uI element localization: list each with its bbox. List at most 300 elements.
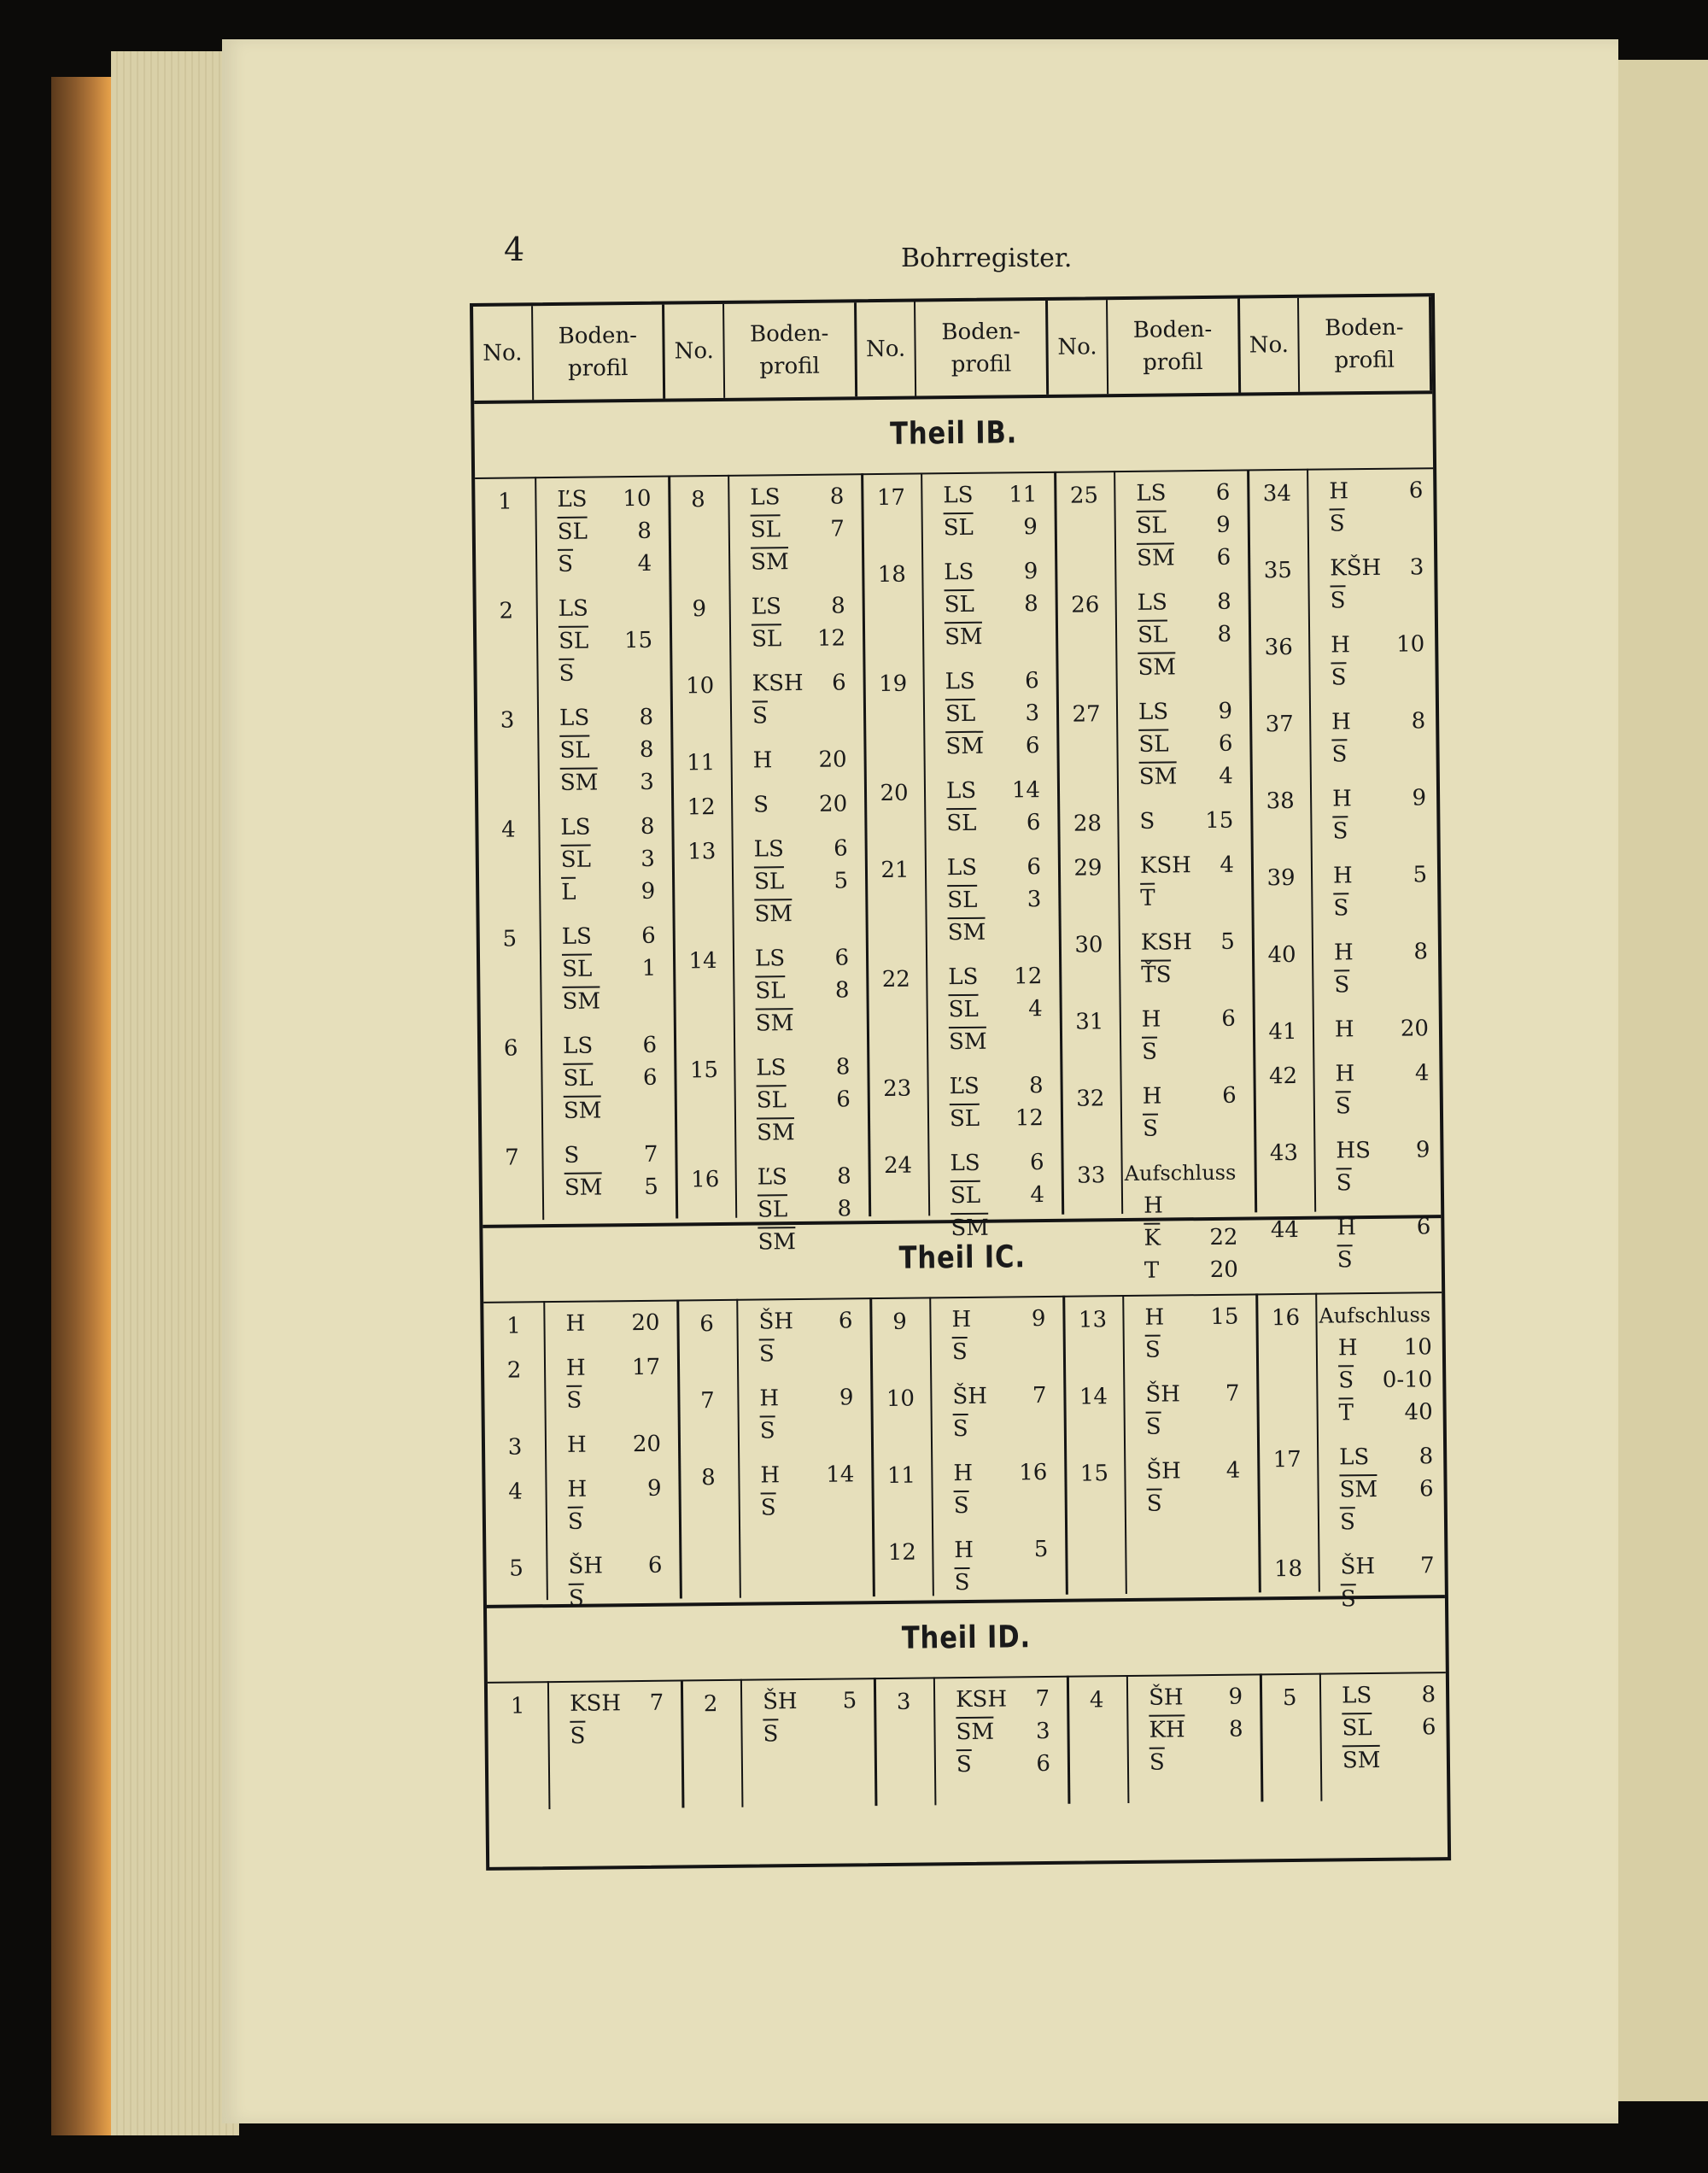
- layer-code: SL: [1342, 1712, 1372, 1744]
- layer-code: S: [956, 1748, 972, 1781]
- layer-depth: 8: [835, 1054, 851, 1081]
- layer-code: ĽS: [949, 1073, 980, 1100]
- profile-layer: [547, 1719, 676, 1754]
- layer-depth: 8: [1028, 1073, 1044, 1099]
- layer-code: ŠH: [1148, 1684, 1184, 1711]
- soil-profile: [1115, 586, 1244, 685]
- layer-depth: 9: [1415, 1137, 1430, 1163]
- layer-code: SL: [563, 1063, 593, 1095]
- layer-code: SL: [1138, 728, 1168, 760]
- layer-code: LS: [944, 559, 974, 586]
- boring-number: 12: [887, 1539, 917, 1566]
- layer-depth: [627, 657, 652, 689]
- layer-code: SM: [945, 730, 984, 763]
- layer-depth: 6: [1418, 1476, 1434, 1502]
- profile-layer: [1318, 1549, 1446, 1584]
- profile-layer: [1316, 1331, 1444, 1365]
- soil-profile: [924, 774, 1053, 840]
- header-no: No.: [1240, 298, 1301, 393]
- layer-code: SM: [948, 917, 986, 949]
- layer-code: S: [761, 1491, 776, 1524]
- layer-depth: [1401, 891, 1427, 923]
- soil-profile: [1309, 705, 1438, 771]
- layer-code: LS: [561, 923, 593, 950]
- profile-layer: [1127, 1745, 1255, 1779]
- layer-code: ŠH: [1340, 1553, 1376, 1580]
- layer-depth: [1021, 1335, 1046, 1368]
- layer-depth: 20: [1209, 1256, 1239, 1283]
- profile-layer: [739, 1491, 867, 1525]
- boring-number: 6: [503, 1035, 518, 1062]
- profile-layer: [729, 589, 857, 624]
- profile-layer: [930, 1335, 1058, 1369]
- boring-number: 23: [882, 1075, 912, 1102]
- layer-code: SL: [947, 884, 977, 917]
- layer-depth: [1214, 1333, 1239, 1366]
- profile-layer: [925, 851, 1053, 885]
- layer-code: LS: [1136, 480, 1167, 507]
- layer-depth: 7: [1225, 1380, 1240, 1407]
- profile-layer: [545, 1428, 673, 1462]
- layer-code: SL: [755, 975, 785, 1007]
- header-bodenprofil: Boden- profil: [724, 302, 857, 398]
- boring-number: 18: [1273, 1555, 1303, 1583]
- layer-code: T: [1144, 1257, 1160, 1284]
- profile-layer: [1116, 695, 1244, 729]
- profile-layer: [1309, 737, 1437, 771]
- layer-code: SM: [1137, 542, 1175, 574]
- soil-profile: [1318, 1549, 1447, 1616]
- profile-layer: [546, 1549, 674, 1584]
- layer-depth: 6: [647, 1552, 663, 1578]
- soil-profile: [1126, 1680, 1255, 1779]
- soil-profile: [1311, 858, 1440, 925]
- layer-depth: 6: [642, 1064, 658, 1091]
- layer-code: K: [1144, 1222, 1161, 1255]
- profile-layer: [934, 1748, 1062, 1782]
- profile-layer: [931, 1456, 1059, 1491]
- profile-layer: [1114, 542, 1243, 576]
- boring-number: 40: [1267, 941, 1296, 969]
- layer-depth: 8: [1418, 1444, 1434, 1470]
- layer-code: T: [1140, 882, 1155, 915]
- profile-layer: [1314, 1166, 1442, 1200]
- layer-code: S: [1333, 892, 1348, 924]
- layer-code: LS: [754, 946, 786, 972]
- boring-number: 2: [499, 598, 514, 624]
- layer-code: ĽS: [757, 1164, 787, 1191]
- layer-depth: [1401, 814, 1426, 846]
- profile-layer: [735, 1160, 863, 1194]
- boring-number: 9: [692, 596, 707, 623]
- boring-number: 13: [687, 839, 717, 865]
- profile-layer: [1120, 1003, 1248, 1037]
- profile-layer: [1119, 926, 1247, 960]
- boring-number: 13: [1078, 1307, 1108, 1333]
- layer-code: SL: [944, 512, 974, 544]
- boring-number: 2: [506, 1357, 522, 1384]
- layer-depth: [1208, 882, 1234, 914]
- profile-layer: [1114, 477, 1242, 511]
- profile-layer: [923, 697, 1051, 731]
- layer-code: S: [953, 1413, 968, 1445]
- soil-profile: [733, 941, 862, 1040]
- boring-number: 11: [886, 1462, 916, 1489]
- layer-code: S: [1341, 1583, 1356, 1615]
- soil-profile: [1122, 1300, 1251, 1367]
- soil-profile: [1123, 1377, 1252, 1444]
- soil-profile: [1313, 1133, 1442, 1200]
- boring-number: 38: [1266, 788, 1295, 815]
- layer-depth: 20: [818, 791, 848, 817]
- soil-profile: [545, 1473, 674, 1539]
- profile-layer: [1319, 1678, 1448, 1713]
- header-bodenprofil: Boden- profil: [533, 305, 666, 401]
- profile-layer: [927, 1146, 1056, 1180]
- soil-profile: [1310, 782, 1439, 848]
- layer-code: LS: [560, 814, 591, 840]
- profile-layer: [1117, 760, 1245, 794]
- layer-depth: 17: [631, 1354, 661, 1381]
- profile-layer: [734, 1083, 863, 1117]
- soil-profile: [543, 1307, 671, 1341]
- layer-code: H: [565, 1310, 586, 1337]
- profile-layer: [921, 478, 1049, 512]
- layer-depth: 7: [830, 516, 845, 542]
- profile-layer: [733, 974, 861, 1008]
- layer-depth: 6: [1408, 477, 1424, 504]
- layer-depth: [821, 699, 846, 731]
- boring-number: 15: [689, 1057, 719, 1084]
- table-header: [473, 296, 1432, 404]
- profile-layer: [1317, 1473, 1445, 1507]
- layer-code: HS: [1336, 1138, 1372, 1164]
- profile-layer: [544, 1384, 672, 1418]
- header-bodenprofil: Boden- profil: [1108, 299, 1241, 395]
- layer-depth: [828, 1337, 853, 1369]
- soil-profile: [933, 1683, 1062, 1782]
- boring-number: 14: [688, 948, 717, 975]
- boring-number: 35: [1263, 557, 1293, 584]
- profile-layer: [542, 1171, 670, 1205]
- boring-number: 6: [699, 1311, 714, 1338]
- boring-number: 33: [1077, 1163, 1106, 1189]
- profile-layer: [738, 1414, 866, 1448]
- header-no: No.: [664, 304, 725, 399]
- profile-layer: [538, 811, 666, 845]
- boring-number: 24: [883, 1152, 913, 1179]
- layer-code: LS: [756, 1055, 787, 1081]
- profile-layer: [928, 1179, 1056, 1213]
- profile-layer: [728, 512, 857, 547]
- layer-depth: [1399, 583, 1424, 616]
- layer-code: SL: [950, 1103, 980, 1135]
- boring-number: 25: [1069, 483, 1099, 509]
- layer-code: LS: [1137, 589, 1167, 616]
- layer-code: LS: [559, 705, 590, 731]
- profile-layer: [737, 1337, 865, 1371]
- profile-layer: [731, 788, 859, 822]
- boring-number: 22: [881, 966, 911, 993]
- soil-profile: [931, 1456, 1060, 1523]
- layer-depth: 4: [1027, 996, 1043, 1022]
- profile-layer: [1116, 728, 1244, 762]
- profile-layer: [540, 985, 668, 1019]
- soil-profile: [537, 701, 666, 800]
- profile-layer: [547, 1582, 675, 1616]
- layer-depth: [638, 1719, 664, 1752]
- layer-code: H: [752, 747, 773, 774]
- boring-number: 5: [1282, 1684, 1297, 1712]
- profile-layer: [1117, 805, 1245, 839]
- profile-layer: [929, 1303, 1057, 1337]
- section-body: [488, 1672, 1448, 1810]
- layer-code: H: [1144, 1304, 1165, 1331]
- layer-depth: [1430, 1298, 1456, 1331]
- layer-code: SL: [562, 953, 592, 986]
- layer-code: LS: [1339, 1444, 1370, 1471]
- layer-depth: [1016, 916, 1042, 948]
- profile-layer: [728, 480, 856, 514]
- soil-profile: [1315, 1298, 1445, 1430]
- profile-layer: [1310, 814, 1438, 848]
- layer-code: SM: [1339, 1473, 1378, 1506]
- layer-depth: [829, 1491, 855, 1523]
- layer-depth: [1400, 737, 1425, 770]
- layer-code: S: [564, 1142, 580, 1168]
- layer-code: SL: [946, 807, 976, 840]
- profile-layer: [1115, 586, 1243, 620]
- soil-profile: [731, 788, 859, 822]
- profile-layer: [740, 1717, 869, 1751]
- soil-profile: [728, 480, 857, 579]
- header-no: No.: [857, 302, 917, 397]
- profile-layer: [1313, 1133, 1442, 1168]
- layer-depth: [1215, 1487, 1241, 1520]
- layer-code: ŠH: [952, 1383, 988, 1410]
- layer-code: KH: [1149, 1713, 1185, 1746]
- page-number: 4: [504, 231, 525, 268]
- boring-number: 37: [1265, 711, 1294, 738]
- soil-profile: [1317, 1440, 1446, 1539]
- profile-layer: [540, 920, 668, 954]
- profile-layer: [1124, 1454, 1252, 1488]
- layer-depth: 8: [831, 593, 845, 619]
- layer-code: S: [759, 1338, 775, 1370]
- profile-layer: [740, 1684, 869, 1719]
- layer-depth: 15: [1205, 807, 1234, 835]
- boring-number: 17: [876, 484, 906, 512]
- profile-layer: [1318, 1505, 1446, 1539]
- layer-code: SM: [951, 1212, 989, 1245]
- soil-profile: [921, 478, 1050, 545]
- layer-depth: 7: [643, 1141, 658, 1168]
- layer-depth: [1214, 1410, 1240, 1443]
- layer-depth: [636, 1505, 662, 1538]
- boring-number: 16: [1271, 1304, 1301, 1332]
- profile-layer: [921, 511, 1050, 545]
- boring-number: 10: [686, 673, 715, 700]
- layer-code: LS: [946, 854, 978, 882]
- profile-layer: [537, 734, 665, 768]
- layer-code: S: [1340, 1506, 1355, 1538]
- layer-depth: 5: [834, 868, 849, 894]
- layer-depth: 8: [1024, 591, 1038, 618]
- layer-code: H: [1141, 1006, 1161, 1033]
- soil-profile: [540, 920, 669, 1019]
- layer-depth: [1021, 1412, 1047, 1444]
- boring-number: 27: [1072, 701, 1101, 728]
- layer-depth: 0-10: [1382, 1367, 1433, 1393]
- layer-code: SL: [559, 625, 588, 658]
- layer-depth: 10: [1395, 631, 1425, 658]
- layer-code: SM: [564, 1171, 603, 1204]
- layer-code: ĽS: [751, 594, 781, 620]
- boring-number: 41: [1268, 1018, 1297, 1046]
- layer-code: H: [1143, 1192, 1163, 1219]
- layer-depth: [1408, 1505, 1434, 1538]
- boring-number: 3: [896, 1689, 911, 1715]
- layer-depth: [822, 897, 848, 929]
- layer-depth: [1411, 1743, 1436, 1776]
- boring-number: 5: [502, 926, 518, 952]
- soil-profile: [1117, 805, 1245, 839]
- layer-code: ŠH: [568, 1553, 604, 1579]
- boring-number: 8: [690, 487, 705, 513]
- layer-depth: 6: [641, 922, 656, 949]
- profile-layer: [540, 952, 668, 987]
- layer-depth: 9: [1031, 1306, 1046, 1332]
- layer-code: H: [1333, 940, 1354, 966]
- soil-profile: [1120, 1003, 1249, 1069]
- boring-number: 17: [1272, 1446, 1301, 1473]
- boring-number: 34: [1262, 480, 1292, 507]
- profile-layer: [1316, 1396, 1444, 1430]
- soil-profile: [930, 1379, 1059, 1446]
- column-rule: [1062, 1296, 1068, 1595]
- layer-code: S: [763, 1718, 778, 1750]
- profile-layer: [926, 993, 1054, 1027]
- boring-number: 7: [505, 1145, 519, 1171]
- layer-depth: 8: [639, 704, 654, 730]
- profile-layer: [737, 1381, 865, 1415]
- layer-depth: 3: [1027, 887, 1042, 913]
- profile-layer: [922, 620, 1050, 654]
- boring-number: 31: [1075, 1009, 1104, 1035]
- layer-depth: 9: [1023, 514, 1038, 541]
- profile-layer: [547, 1687, 676, 1721]
- profile-layer: [1320, 1743, 1448, 1778]
- layer-code: S: [1149, 1747, 1165, 1779]
- layer-code: ĽS: [557, 486, 588, 512]
- profile-layer: [1311, 858, 1439, 893]
- layer-depth: [828, 1414, 854, 1446]
- section-title: Theil IB.: [889, 415, 1018, 452]
- soil-profile: [730, 743, 858, 777]
- layer-depth: [1218, 1746, 1243, 1778]
- profile-layer: [1114, 509, 1243, 543]
- soil-profile: [1313, 1057, 1442, 1123]
- profile-layer: [1126, 1680, 1255, 1714]
- layer-code: SL: [558, 516, 588, 548]
- profile-layer: [535, 515, 664, 549]
- layer-code: H: [1331, 786, 1352, 812]
- profile-layer: [539, 876, 667, 910]
- soil-profile: [929, 1303, 1058, 1369]
- layer-code: KSH: [1139, 852, 1192, 879]
- layer-code: LS: [948, 964, 979, 991]
- layer-code: ŠH: [1146, 1458, 1182, 1485]
- layer-code: SL: [559, 735, 589, 767]
- profile-layer: [734, 1006, 862, 1040]
- profile-layer: [736, 1304, 864, 1338]
- layer-code: H: [951, 1306, 972, 1333]
- layer-code: SM: [956, 1716, 994, 1748]
- layer-code: S: [558, 548, 573, 581]
- layer-depth: [1017, 1025, 1043, 1057]
- profile-layer: [933, 1715, 1062, 1749]
- profile-layer: [930, 1379, 1058, 1414]
- soil-profile: [738, 1458, 867, 1525]
- profile-layer: [1123, 1332, 1251, 1367]
- profile-layer: [1124, 1409, 1252, 1444]
- profile-layer: [536, 592, 664, 626]
- layer-code: L: [561, 876, 576, 909]
- layer-code: SM: [751, 546, 789, 578]
- profile-layer: [924, 774, 1052, 808]
- layer-code: SL: [951, 1180, 980, 1212]
- profile-layer: [1125, 1486, 1253, 1520]
- boring-number: 1: [510, 1693, 525, 1719]
- layer-depth: [635, 1384, 660, 1416]
- layer-code: Aufschluss: [1124, 1160, 1237, 1186]
- profile-layer: [732, 832, 860, 866]
- profile-layer: [922, 588, 1050, 622]
- layer-code: H: [1337, 1215, 1357, 1241]
- layer-code: SM: [756, 1007, 794, 1040]
- layer-depth: 8: [1217, 589, 1231, 615]
- layer-depth: [824, 1006, 850, 1039]
- profile-layer: [738, 1458, 866, 1492]
- layer-depth: 6: [1025, 733, 1040, 759]
- layer-code: H: [1335, 1061, 1355, 1087]
- boring-number: 12: [687, 794, 716, 821]
- profile-layer: [535, 483, 663, 517]
- layer-depth: 20: [631, 1309, 660, 1337]
- layer-code: H: [1331, 709, 1352, 735]
- header-bodenprofil: Boden- profil: [915, 301, 1049, 396]
- layer-depth: 9: [1216, 512, 1231, 538]
- soil-profile: [736, 1304, 865, 1371]
- soil-profile: [536, 592, 665, 691]
- layer-depth: 3: [1025, 700, 1040, 727]
- soil-profile: [1119, 926, 1248, 993]
- profile-layer: [933, 1566, 1061, 1600]
- profile-layer: [545, 1473, 673, 1507]
- profile-layer: [922, 665, 1050, 699]
- layer-depth: 7: [1035, 1685, 1050, 1713]
- profile-layer: [732, 897, 860, 931]
- layer-code: KŠH: [1330, 554, 1382, 582]
- layer-code: S: [1142, 1036, 1157, 1069]
- profile-layer: [1115, 651, 1243, 685]
- soil-profile: [732, 832, 861, 931]
- layer-code: SM: [562, 985, 600, 1017]
- soil-profile: [729, 589, 858, 656]
- profile-layer: [1310, 782, 1438, 816]
- profile-layer: [1313, 1057, 1441, 1091]
- boring-number: 4: [501, 817, 516, 843]
